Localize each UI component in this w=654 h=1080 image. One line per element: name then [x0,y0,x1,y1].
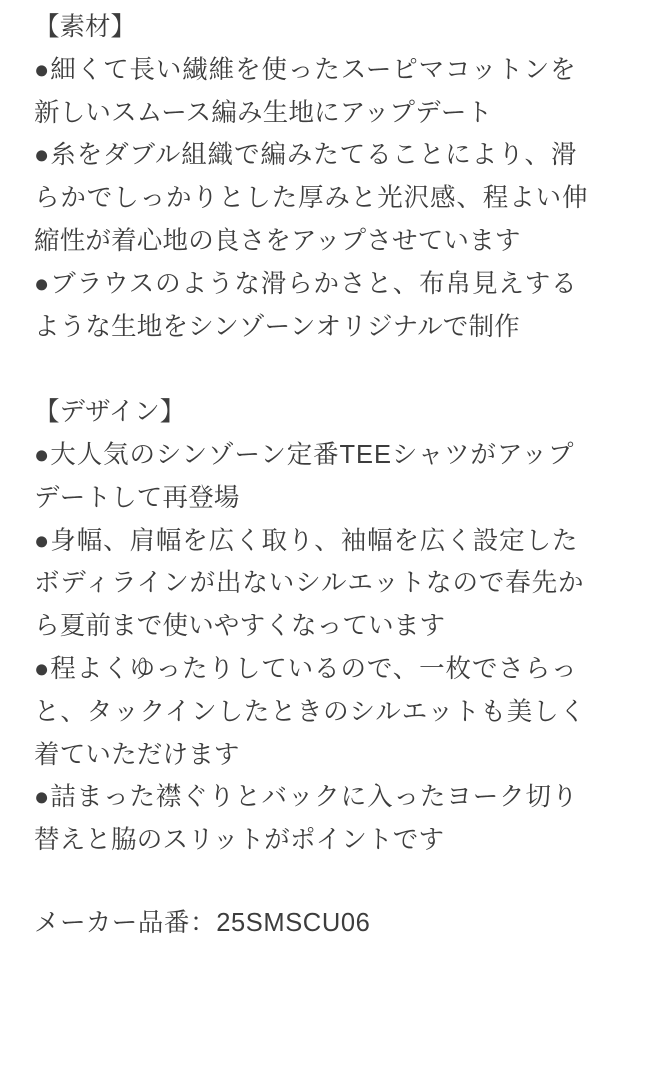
section-line: らかでしっかりとした厚みと光沢感、程よい伸 [34,184,589,213]
section-design [34,391,620,862]
section-line: ●細くて長い繊維を使ったスーピマコットンを [34,55,577,84]
section-line: 新しいスムース編み生地にアップデート [34,98,493,127]
section-line: と、タックインしたときのシルエットも美しく [34,697,586,726]
paragraph-spacer [34,348,620,391]
paragraph-spacer [34,862,620,902]
section-heading: 【デザイン】 [34,398,186,427]
section-line: ●詰まった襟ぐりとバックに入ったヨーク切り [34,783,579,812]
section-line: ●糸をダブル組織で編みたてることにより、滑 [34,141,578,170]
section-line: 着ていただけます [34,740,240,769]
section-line: ●大人気のシンゾーン定番TEEシャツがアップ [34,440,575,469]
section-heading: 【素材】 [34,13,137,41]
section-line: デートして再登場 [34,483,240,512]
section-line: 替えと脇のスリットがポイントです [34,826,445,855]
section-line: ●ブラウスのような滑らかさと、布帛見えする [34,269,578,298]
section-line: ような生地をシンゾーンオリジナルで制作 [34,312,520,341]
manufacturer-code: メーカー品番：25SMSCU06 [34,908,371,937]
section-materials [34,6,620,348]
section-line: ボディラインが出ないシルエットなので春先か [34,569,585,598]
section-line: 縮性が着心地の良さをアップさせています [34,226,521,255]
section-line: ●身幅、肩幅を広く取り、袖幅を広く設定した [34,526,579,555]
section-line: ら夏前まで使いやすくなっています [34,612,446,641]
section-line: ●程よくゆったりしているので、一枚でさらっ [34,654,578,683]
